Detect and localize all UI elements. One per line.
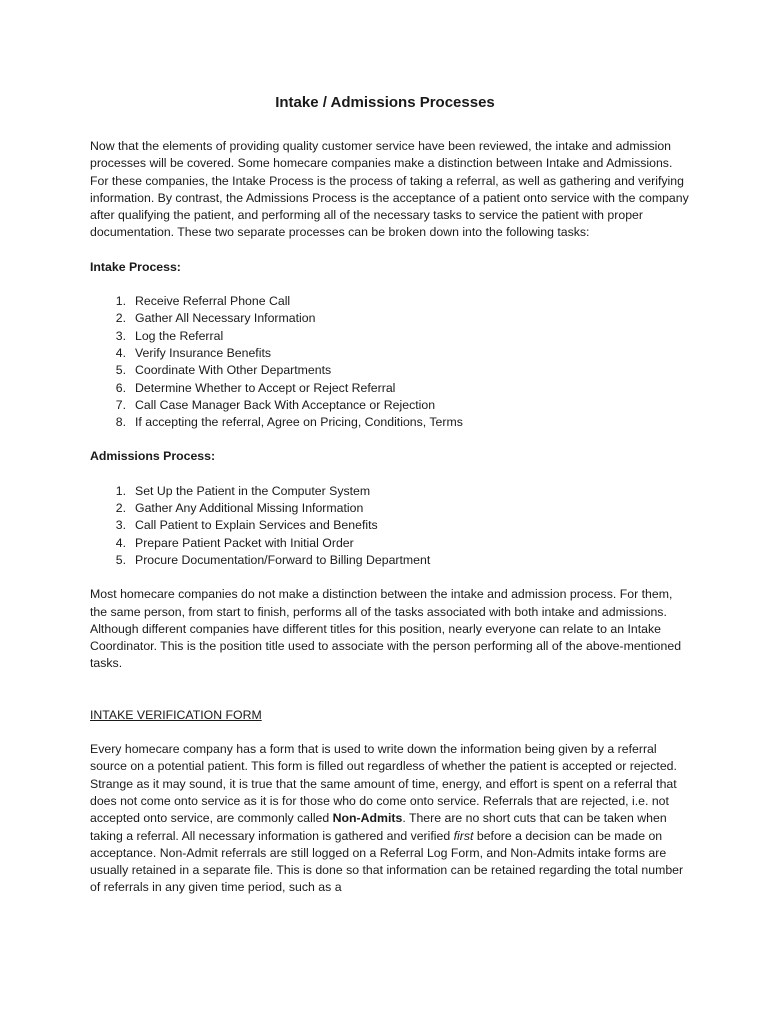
list-item: 3. Call Patient to Explain Services and Benefits xyxy=(115,518,378,533)
intake-steps-list xyxy=(90,293,690,431)
list-item: 8. If accepting the referral, Agree on Pricing, Conditions, Terms xyxy=(115,415,463,430)
list-item: 1. Receive Referral Phone Call xyxy=(115,294,291,309)
list-item: 7. Call Case Manager Back With Acceptance or Rejection xyxy=(115,397,436,412)
list-item: 2. Gather Any Additional Missing Information xyxy=(115,501,364,516)
intake-heading: Intake Process: xyxy=(90,259,181,274)
page-title: Intake / Admissions Processes xyxy=(275,94,495,111)
list-item: 4. Prepare Patient Packet with Initial Order xyxy=(115,535,354,550)
summary-paragraph: Most homecare companies do not make a distinction between the intake and admission process. For them, the same person, from start to finish, performs all of the tasks associated with both intake and admissions. Although different companies have different titles for this position, nearly everyone can relate to an Intake Coordinator. This is the position title used to associate with the person performing all of the above-mentioned tasks. xyxy=(90,587,682,671)
list-item: 3. Log the Referral xyxy=(115,328,224,343)
admissions-steps-list xyxy=(90,483,690,569)
admissions-heading: Admissions Process: xyxy=(90,449,216,464)
document-body xyxy=(90,138,690,897)
form-section-heading: INTAKE VERIFICATION FORM xyxy=(90,707,262,722)
list-item: 6. Determine Whether to Accept or Reject Referral xyxy=(115,380,396,395)
list-item: 1. Set Up the Patient in the Computer System xyxy=(115,483,371,498)
intro-paragraph: Now that the elements of providing quality customer service have been reviewed, the intake and admission processes will be covered. Some homecare companies make a distinction between Intake and Admissions. For these companies, the Intake Process is the process of taking a referral, as well as gathering and verifying information. By contrast, the Admissions Process is the acceptance of a patient onto service with the company after qualifying the patient, and performing all of the necessary tasks to service the patient with proper documentation. These two separate processes can be broken down into the following tasks: xyxy=(90,139,689,240)
list-item: 5. Coordinate With Other Departments xyxy=(115,363,332,378)
list-item: 4. Verify Insurance Benefits xyxy=(115,345,272,360)
non-admits-term: Non-Admits xyxy=(332,811,403,826)
first-emphasis: first xyxy=(453,828,474,843)
list-item: 2. Gather All Necessary Information xyxy=(115,311,316,326)
form-section-paragraph: Every homecare company has a form that is used to write down the information being given by a referral source on a potential patient. This form is filled out regardless of whether the patient is accepted or rejected. Strange as it may sound, it is true that the same amount of time, energy, and effort is spent on a referral that does not come onto service as it is for those who do come onto service. Referrals that are rejected, i.e. not accepted onto service, are commonly called Non-Admits. There are no short cuts that can be taken when taking a referral. All necessary information is gathered and verified first before a decision can be made on acceptance. Non-Admit referrals are still logged on a Referral Log Form, and Non-Admits intake forms are usually retained in a separate file. This is done so that information can be retained regarding the total number of referrals in any given time period, such as a xyxy=(90,742,684,895)
list-item: 5. Procure Documentation/Forward to Billing Department xyxy=(115,552,431,567)
